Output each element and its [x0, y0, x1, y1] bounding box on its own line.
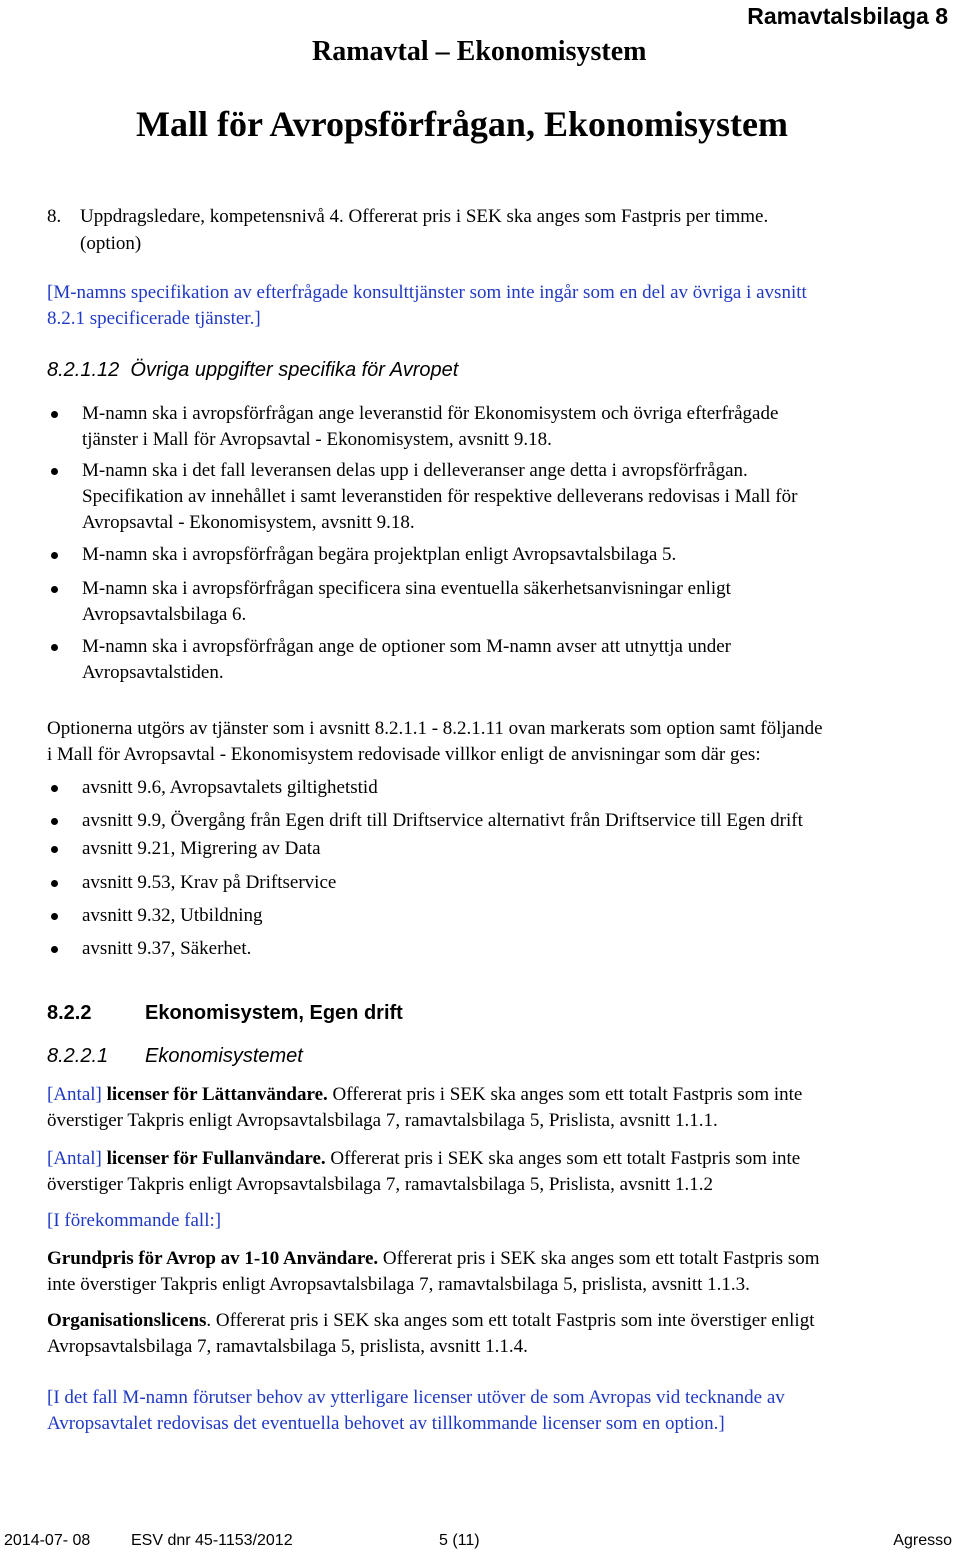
- section-heading: 8.2.1.12 Övriga uppgifter specifika för Avropet: [47, 359, 459, 381]
- license-fullanvandare: [47, 1146, 800, 1172]
- list-item: M-namn ska i avropsförfrågan begära projektplan enligt Avropsavtalsbilaga 5.: [82, 544, 677, 565]
- options-paragraph-line2: i Mall för Avropsavtal - Ekonomisystem redovisade villkor enligt de anvisningar som där ges:: [47, 744, 761, 765]
- antal-placeholder: [Antal]: [47, 1148, 102, 1169]
- section-title: Ekonomisystem, Egen drift: [145, 1002, 403, 1024]
- subsection-number: 8.2.2.1: [47, 1045, 109, 1067]
- option-item: avsnitt 9.21, Migrering av Data: [82, 838, 321, 859]
- license-desc: Offererat pris i SEK ska anges som ett totalt Fastpris som: [378, 1248, 820, 1269]
- document-title: Ramavtal – Ekonomisystem: [312, 36, 647, 67]
- bullet-dot: [51, 846, 58, 853]
- footer-dnr: ESV dnr 45-1153/2012: [131, 1532, 293, 1549]
- license-organisation: [47, 1308, 814, 1334]
- license-desc: Offererat pris i SEK ska anges som ett totalt Fastpris som inte: [325, 1148, 801, 1169]
- page-title: Mall för Avropsförfrågan, Ekonomisystem: [136, 104, 788, 144]
- list-item: M-namn ska i det fall leveransen delas upp i delleveranser ange detta i avropsförfrågan.: [82, 460, 748, 481]
- item-option: (option): [80, 233, 142, 254]
- subsection-title: Ekonomisystemet: [145, 1045, 303, 1067]
- mnamn-spec-line1: [M-namns specifikation av efterfrågade konsulttjänster som inte ingår som en del av övriga i avsnitt: [47, 282, 807, 303]
- footer-page-number: 5 (11): [439, 1532, 480, 1549]
- bullet-dot: [51, 946, 58, 953]
- list-item: M-namn ska i avropsförfrågan ange leveranstid för Ekonomisystem och övriga efterfrågade: [82, 403, 779, 424]
- spec-paragraph-line2: Avropsavtal - Ekonomisystem, avsnitt 9.18.: [82, 512, 415, 533]
- bullet-dot: [51, 411, 58, 418]
- license-lattanvandare-line2: överstiger Takpris enligt Avropsavtalsbilaga 7, ramavtalsbilaga 5, Prislista, avsnitt 1.1.1.: [47, 1110, 718, 1131]
- license-name: Grundpris för Avrop av 1-10 Användare.: [47, 1248, 379, 1269]
- option-item: avsnitt 9.6, Avropsavtalets giltighetstid: [82, 777, 378, 798]
- license-desc: Offererat pris i SEK ska anges som ett totalt Fastpris som inte: [327, 1084, 803, 1105]
- item-text: Uppdragsledare, kompetensnivå 4. Offererat pris i SEK ska anges som Fastpris per timme.: [80, 206, 769, 227]
- license-name: Organisationslicens: [47, 1310, 207, 1331]
- license-grundpris-line2: inte överstiger Takpris enligt Avropsavtalsbilaga 7, ramavtalsbilaga 5, prislista, avsnitt 1.1.3.: [47, 1274, 750, 1295]
- list-item-cont: Avropsavtalstiden.: [82, 662, 224, 683]
- bullet-dot: [51, 913, 58, 920]
- footer-date: 2014-07- 08: [4, 1532, 91, 1549]
- bullet-dot: [51, 468, 58, 475]
- option-item: avsnitt 9.32, Utbildning: [82, 905, 263, 926]
- bullet-dot: [51, 818, 58, 825]
- list-item-cont: tjänster i Mall för Avropsavtal - Ekonomisystem, avsnitt 9.18.: [82, 429, 552, 450]
- item-number: 8.: [47, 206, 62, 227]
- list-item: M-namn ska i avropsförfrågan ange de optioner som M-namn avser att utnyttja under: [82, 636, 731, 657]
- license-name: licenser för Fullanvändare.: [101, 1148, 326, 1169]
- options-paragraph-line1: Optionerna utgörs av tjänster som i avsnitt 8.2.1.1 - 8.2.1.11 ovan markerats som option samt följande: [47, 718, 823, 739]
- additional-licenses-line2: Avropsavtalet redovisas det eventuella behovet av tillkommande licenser som en option.]: [47, 1413, 725, 1434]
- antal-placeholder: [Antal]: [47, 1084, 102, 1105]
- option-item: avsnitt 9.53, Krav på Driftservice: [82, 872, 337, 893]
- bullet-dot: [51, 644, 58, 651]
- section-number: 8.2.2: [47, 1002, 92, 1024]
- bullet-dot: [51, 586, 58, 593]
- license-grundpris: [47, 1246, 820, 1272]
- license-lattanvandare: [47, 1082, 802, 1108]
- license-desc: . Offererat pris i SEK ska anges som ett totalt Fastpris som inte överstiger enligt: [206, 1310, 815, 1331]
- license-organisation-line2: Avropsavtalsbilaga 7, ramavtalsbilaga 5, prislista, avsnitt 1.1.4.: [47, 1336, 528, 1357]
- option-item: avsnitt 9.37, Säkerhet.: [82, 938, 252, 959]
- footer-system: Agresso: [893, 1532, 952, 1549]
- bullet-dot: [51, 552, 58, 559]
- additional-licenses-line1: [I det fall M-namn förutser behov av ytterligare licenser utöver de som Avropas vid tecknande av: [47, 1387, 785, 1408]
- bullet-dot: [51, 880, 58, 887]
- spec-paragraph-line1: Specifikation av innehållet i samt leveranstiden för respektive delleverans redovisas i Mall för: [82, 486, 798, 507]
- conditional-note: [I förekommande fall:]: [47, 1210, 222, 1231]
- appendix-label: Ramavtalsbilaga 8: [747, 3, 948, 29]
- license-name: licenser för Lättanvändare.: [101, 1084, 328, 1105]
- list-item: M-namn ska i avropsförfrågan specificera sina eventuella säkerhetsanvisningar enligt: [82, 578, 731, 599]
- bullet-dot: [51, 785, 58, 792]
- option-item: avsnitt 9.9, Övergång från Egen drift till Driftservice alternativt från Driftservice till Egen drift: [82, 810, 803, 831]
- license-fullanvandare-line2: överstiger Takpris enligt Avropsavtalsbilaga 7, ramavtalsbilaga 5, Prislista, avsnitt 1.1.2: [47, 1174, 714, 1195]
- mnamn-spec-line2: 8.2.1 specificerade tjänster.]: [47, 308, 261, 329]
- list-item-cont: Avropsavtalsbilaga 6.: [82, 604, 247, 625]
